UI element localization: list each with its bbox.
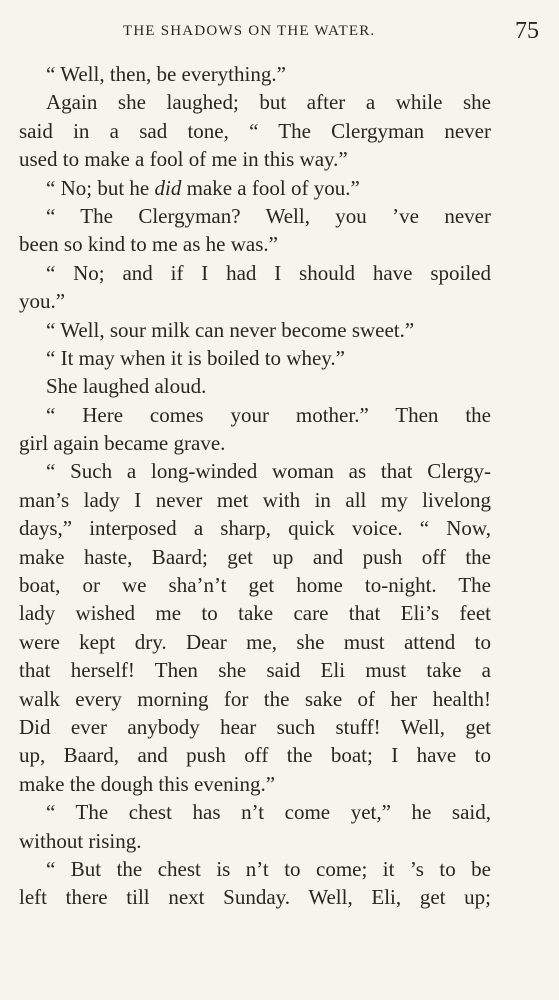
text-line: “ But the chest is n’t to come; it ’s to be xyxy=(46,856,491,881)
text-line: up, Baard, and push off the boat; I have to xyxy=(19,743,491,768)
text-line: said in a sad tone, “ The Clergyman never xyxy=(19,118,491,143)
text-line: “ No; and if I had I should have spoiled xyxy=(46,260,491,285)
body-text xyxy=(19,60,491,912)
text-line: Did ever anybody hear such stuff! Well, get xyxy=(19,714,491,739)
running-head xyxy=(20,18,539,51)
text-line: walk every morning for the sake of her health! xyxy=(19,686,491,711)
text-line: lady wished me to take care that Eli’s feet xyxy=(19,601,491,626)
running-head-title: THE SHADOWS ON THE WATER. xyxy=(123,23,376,39)
text-line: left there till next Sunday. Well, Eli, get up; xyxy=(19,885,491,910)
text-line: girl again became grave. xyxy=(19,431,226,456)
text-line: days,” interposed a sharp, quick voice. “ Now, xyxy=(19,516,491,541)
text-line: been so kind to me as he was.” xyxy=(19,232,278,257)
text-line: man’s lady I never met with in all my livelong xyxy=(19,487,491,512)
text-line: used to make a fool of me in this way.” xyxy=(19,147,348,172)
text-line: “ The chest has n’t come yet,” he said, xyxy=(46,800,491,825)
text-span: “ No; but he xyxy=(46,175,155,200)
text-line: Again she laughed; but after a while she xyxy=(46,90,491,115)
text-line: “ Such a long-winded woman as that Clergy- xyxy=(46,459,491,484)
text-line: “ Here comes your mother.” Then the xyxy=(46,402,491,427)
text-line: were kept dry. Dear me, she must attend to xyxy=(19,629,491,654)
text-line: boat, or we sha’n’t get home to-night. The xyxy=(19,573,491,598)
text-line: without rising. xyxy=(19,828,142,853)
text-span: make a fool of you.” xyxy=(181,175,360,200)
text-line: that herself! Then she said Eli must take a xyxy=(19,658,491,683)
text-line: “ Well, then, be everything.” xyxy=(46,62,286,86)
text-line: She laughed aloud. xyxy=(46,374,207,399)
text-line xyxy=(19,174,491,202)
text-line: you.” xyxy=(19,289,66,314)
page-number: 75 xyxy=(515,18,539,44)
text-line: make haste, Baard; get up and push off the xyxy=(19,544,491,569)
text-line: make the dough this evening.” xyxy=(19,771,276,796)
text-line: “ Well, sour milk can never become sweet.” xyxy=(46,317,415,342)
emphasis-text: did xyxy=(154,175,182,200)
text-line: “ It may when it is boiled to whey.” xyxy=(46,345,345,370)
text-line: “ The Clergyman? Well, you ’ve never xyxy=(46,203,491,228)
